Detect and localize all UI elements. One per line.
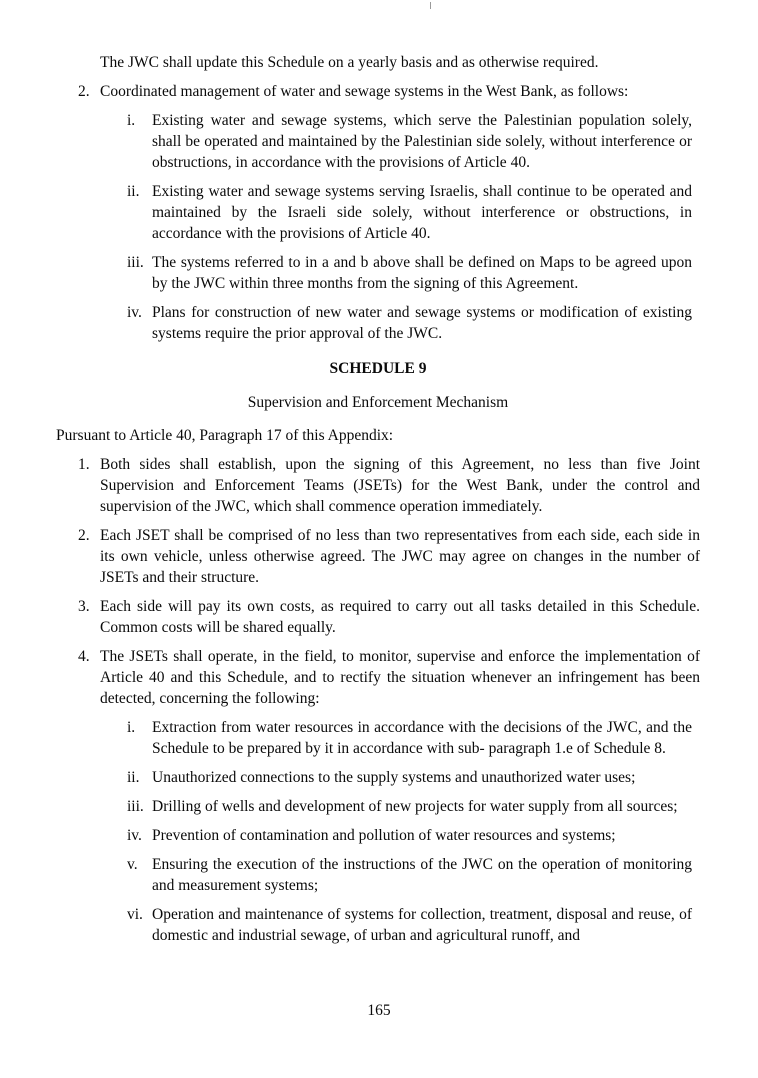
- schedule-9-heading: SCHEDULE 9: [329, 360, 427, 377]
- list-item-text: Coordinated management of water and sewage systems in the West Bank, as follows:: [100, 83, 629, 100]
- sub-item-label: iii.: [127, 798, 144, 815]
- sub-item-label: i.: [127, 112, 136, 129]
- sub-item-iv: [127, 302, 700, 344]
- sub-item-label: v.: [127, 856, 138, 873]
- sub-item-label: iv.: [127, 304, 142, 321]
- scan-artifact-mark: [430, 2, 431, 9]
- sub-item-text: Unauthorized connections to the supply systems and unauthorized water uses;: [152, 769, 636, 786]
- schedule-item-3: [78, 596, 700, 638]
- sub-item-text: The systems referred to in a and b above shall be defined on Maps to be agreed upon by the JWC within three months from the signing of this Agreement.: [152, 254, 692, 292]
- schedule-9-subtitle: Supervision and Enforcement Mechanism: [247, 394, 509, 411]
- sub-item-label: iii.: [127, 254, 144, 271]
- sub-item-i: [127, 110, 700, 173]
- sub-item-label: vi.: [127, 906, 143, 923]
- schedule-sub-item-iv: [127, 825, 700, 846]
- sub-item-label: ii.: [127, 183, 140, 200]
- pursuant-line: Pursuant to Article 40, Paragraph 17 of this Appendix:: [56, 427, 394, 444]
- schedule-item-label: 3.: [78, 598, 90, 615]
- intro-paragraph: The JWC shall update this Schedule on a yearly basis and as otherwise required.: [100, 54, 599, 71]
- sub-item-label: iv.: [127, 827, 142, 844]
- sub-item-iii: [127, 252, 700, 294]
- sub-item-text: Drilling of wells and development of new projects for water supply from all sources;: [152, 798, 678, 815]
- schedule-item-4: [78, 646, 700, 709]
- sub-item-text: Extraction from water resources in accordance with the decisions of the JWC, and the Schedule to be prepared by it in accordance with sub- paragraph 1.e of Schedule 8.: [152, 719, 692, 757]
- sub-item-label: ii.: [127, 769, 140, 786]
- sub-item-text: Operation and maintenance of systems for collection, treatment, disposal and reuse, of domestic and industrial sewage, of urban and agricultural runoff, and: [152, 906, 692, 944]
- sub-item-ii: [127, 181, 700, 244]
- list-item-2: [78, 81, 700, 102]
- document-content: [56, 52, 700, 954]
- schedule-item-text: The JSETs shall operate, in the field, to monitor, supervise and enforce the implementation of Article 40 and this Schedule, and to rectify the situation whenever an infringement has been detected, concerning the following:: [100, 648, 700, 707]
- list-item-label: 2.: [78, 83, 90, 100]
- sub-item-text: Existing water and sewage systems, which serve the Palestinian population solely, shall be operated and maintained by the Palestinian side solely, without interference or obstructions, in accordance with the provisions of Article 40.: [152, 112, 692, 171]
- schedule-sub-item-ii: [127, 767, 700, 788]
- schedule-item-label: 1.: [78, 456, 90, 473]
- sub-item-text: Ensuring the execution of the instructions of the JWC on the operation of monitoring and measurement systems;: [152, 856, 692, 894]
- schedule-item-label: 4.: [78, 648, 90, 665]
- page-number: 165: [367, 1002, 391, 1019]
- schedule-sub-item-i: [127, 717, 700, 759]
- schedule-item-text: Each JSET shall be comprised of no less than two representatives from each side, each side in its own vehicle, unless otherwise agreed. The JWC may agree on changes in the number of JSETs and their structure.: [100, 527, 700, 586]
- sub-item-text: Existing water and sewage systems serving Israelis, shall continue to be operated and maintained by the Israeli side solely, without interference or obstructions, in accordance with the provisions of Article 40.: [152, 183, 692, 242]
- schedule-item-label: 2.: [78, 527, 90, 544]
- sub-item-label: i.: [127, 719, 136, 736]
- schedule-item-text: Each side will pay its own costs, as required to carry out all tasks detailed in this Schedule. Common costs will be shared equally.: [100, 598, 700, 636]
- schedule-sub-item-v: [127, 854, 700, 896]
- schedule-item-text: Both sides shall establish, upon the signing of this Agreement, no less than five Joint Supervision and Enforcement Teams (JSETs) for the West Bank, under the control and supervision of the JWC, which shall commence operation immediately.: [100, 456, 700, 515]
- schedule-sub-item-iii: [127, 796, 700, 817]
- schedule-sub-item-vi: [127, 904, 700, 946]
- schedule-item-2: [78, 525, 700, 588]
- sub-item-text: Prevention of contamination and pollution of water resources and systems;: [152, 827, 616, 844]
- schedule-item-1: [78, 454, 700, 517]
- sub-item-text: Plans for construction of new water and sewage systems or modification of existing systems require the prior approval of the JWC.: [152, 304, 692, 342]
